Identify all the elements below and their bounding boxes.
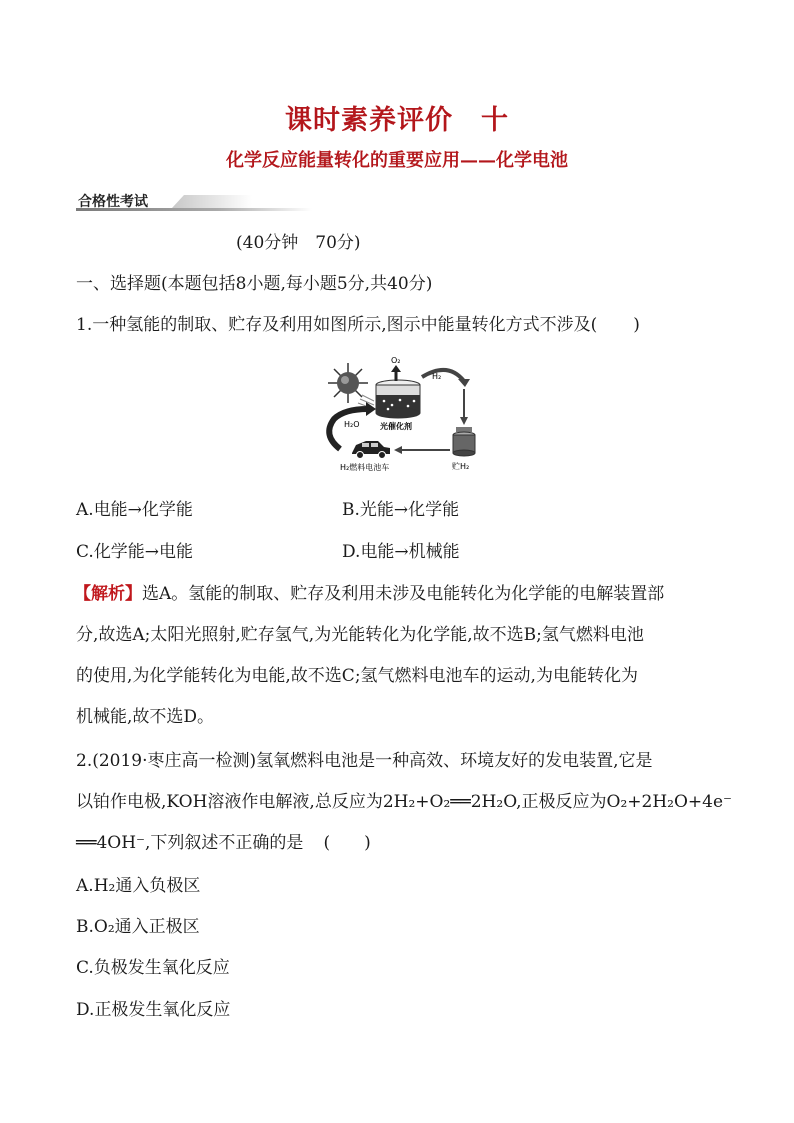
page-title: 课时素养评价 十 bbox=[285, 105, 509, 136]
label-h2o: H₂O bbox=[344, 420, 360, 429]
car-icon bbox=[352, 441, 390, 459]
q1-analysis-line-1: 【解析】选A。氢能的制取、贮存及利用未涉及电能转化为化学能的电解装置部 bbox=[74, 584, 665, 604]
q2-option-a: A.H₂通入负极区 bbox=[76, 876, 201, 896]
h2-arrow-icon bbox=[422, 370, 464, 381]
q1-option-a: A.电能→化学能 bbox=[76, 500, 193, 520]
diagram-svg bbox=[318, 355, 484, 475]
label-catalyst: 光催化剂 bbox=[380, 422, 412, 431]
q2-option-c: C.负极发生氧化反应 bbox=[76, 958, 230, 978]
label-o2: O₂ bbox=[391, 356, 401, 365]
label-h2: H₂ bbox=[432, 372, 442, 381]
q2-option-d: D.正极发生氧化反应 bbox=[76, 1000, 231, 1020]
time-info: (40分钟 70分) bbox=[236, 233, 361, 253]
section-tag bbox=[76, 190, 312, 212]
q1-analysis-line-4: 机械能,故不选D。 bbox=[76, 707, 215, 727]
analysis-tag: 【解析】 bbox=[74, 584, 142, 604]
q2-stem-line-3: ══4OH⁻,下列叙述不正确的是 ( ) bbox=[76, 833, 371, 853]
sun-icon bbox=[328, 363, 368, 403]
q1-option-b: B.光能→化学能 bbox=[342, 500, 460, 520]
storage-tank-icon bbox=[453, 427, 475, 456]
section-tag-label: 合格性考试 bbox=[78, 194, 148, 210]
q1-stem-text: 1.一种氢能的制取、贮存及利用如图所示,图示中能量转化方式不涉及( bbox=[76, 315, 598, 335]
left-arrow-icon bbox=[394, 446, 402, 454]
q2-stem-line-1: 2.(2019·枣庄高一检测)氢氧燃料电池是一种高效、环境友好的发电装置,它是 bbox=[76, 751, 653, 771]
q1-stem bbox=[76, 313, 640, 337]
page-subtitle: 化学反应能量转化的重要应用——化学电池 bbox=[226, 150, 568, 171]
label-storage: 贮H₂ bbox=[452, 462, 470, 471]
q1-option-d: D.电能→机械能 bbox=[342, 542, 460, 562]
catalyst-beaker bbox=[376, 380, 420, 418]
q2-option-b: B.O₂通入正极区 bbox=[76, 917, 200, 937]
hydrogen-energy-diagram bbox=[318, 355, 484, 475]
q1-analysis-line-3: 的使用,为化学能转化为电能,故不选C;氢气燃料电池车的运动,为电能转化为 bbox=[76, 666, 638, 686]
q1-stem-end: ) bbox=[633, 315, 640, 335]
section-tag-decoration bbox=[172, 195, 252, 208]
label-car: H₂燃料电池车 bbox=[340, 463, 390, 472]
part-heading: 一、选择题(本题包括8小题,每小题5分,共40分) bbox=[76, 274, 433, 294]
q1-analysis-line-2: 分,故选A;太阳光照射,贮存氢气,为光能转化为化学能,故不选B;氢气燃料电池 bbox=[76, 625, 644, 645]
q1-option-c: C.化学能→电能 bbox=[76, 542, 194, 562]
q2-stem-line-2: 以铂作电极,KOH溶液作电解液,总反应为2H₂+O₂══2H₂O,正极反应为O₂+2H₂O+4e⁻ bbox=[76, 792, 733, 812]
down-arrow-icon bbox=[460, 417, 468, 425]
answer-blank: ( ) bbox=[323, 833, 371, 853]
